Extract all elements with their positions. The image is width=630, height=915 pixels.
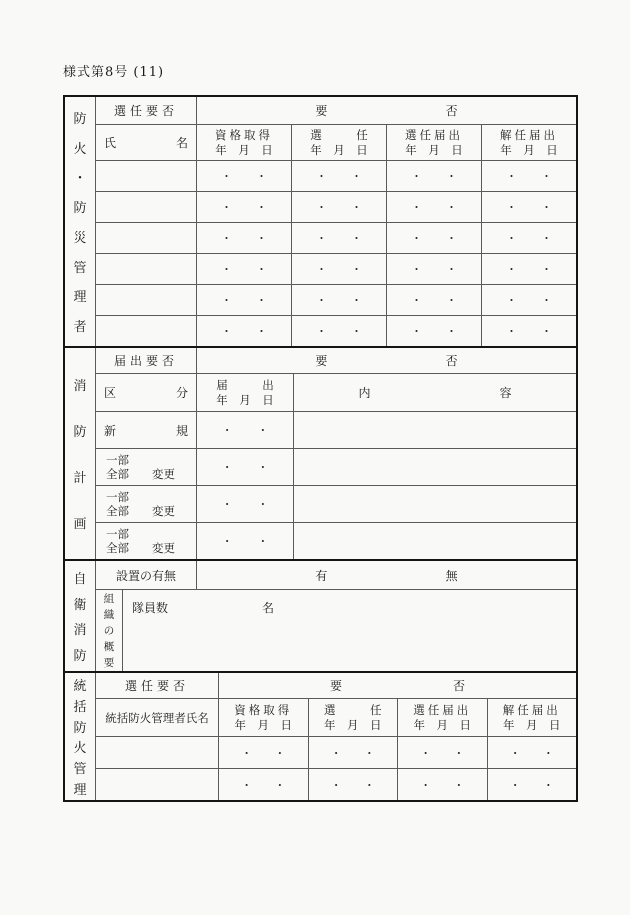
option-required[interactable]: 要 [315, 104, 328, 118]
plan-change-row [96, 522, 576, 559]
vertical-char: 防 [73, 649, 87, 665]
name-entry-cell[interactable] [96, 254, 196, 284]
notice-date-cell[interactable] [196, 449, 293, 485]
date-entry-cell[interactable] [481, 254, 576, 284]
members-count-label: 隊員数 [132, 601, 169, 615]
date-entry-cell[interactable] [291, 285, 386, 315]
date-dot: ・ [221, 201, 232, 214]
date-dot: ・ [541, 294, 552, 307]
vertical-char: ・ [73, 171, 87, 187]
appointment-date-header [291, 125, 386, 160]
date-entry-cell[interactable] [291, 316, 386, 346]
change-label-line: 一部 [106, 452, 129, 467]
vertical-char: 理 [73, 783, 87, 799]
plan-change-row [96, 485, 576, 522]
date-dot: ・ [330, 746, 342, 760]
date-dot: ・ [221, 294, 232, 307]
selection-required-label: 選任要否 [124, 679, 189, 693]
table-row [96, 160, 576, 191]
date-dot: ・ [351, 170, 362, 183]
date-entry-cell[interactable] [386, 223, 481, 253]
date-dot: ・ [446, 325, 457, 338]
date-dot: ・ [446, 294, 457, 307]
date-dot: ・ [541, 170, 552, 183]
table-row [96, 736, 576, 768]
selection-header-row [96, 97, 576, 124]
header-line: 届 出 [216, 377, 274, 392]
date-dot: ・ [316, 201, 327, 214]
fire-management-form-table [63, 95, 578, 802]
vertical-char: 織 [103, 609, 115, 621]
date-dot: ・ [411, 170, 422, 183]
date-entry-cell[interactable] [481, 192, 576, 222]
text-fragment: ・ [257, 461, 269, 474]
category-new-label: 新 規 [103, 423, 188, 438]
date-dot: ・ [506, 170, 517, 183]
date-dot: ・ [411, 201, 422, 214]
date-dot: ・ [541, 263, 552, 276]
appointment-date-header [308, 699, 398, 736]
date-dot: ・ [256, 325, 267, 338]
text-fragment: ・ [221, 535, 233, 548]
section-self-defense-fire [65, 559, 576, 671]
header-line: 年 月 日 [234, 717, 292, 732]
organization-outline-label [96, 590, 123, 671]
plan-new-row [96, 411, 576, 448]
column-header-row [96, 124, 576, 160]
date-dot: ・ [256, 294, 267, 307]
name-entry-cell[interactable] [96, 161, 196, 191]
date-dot: ・ [221, 263, 232, 276]
date-dot: ・ [411, 232, 422, 245]
header-line: 年 月 日 [216, 392, 274, 407]
side-label-fire-plan [65, 348, 96, 559]
date-dot: ・ [509, 746, 521, 760]
vertical-char: 防 [73, 201, 87, 217]
plan-change-row [96, 448, 576, 485]
date-entry-cell[interactable] [196, 223, 291, 253]
date-dot: ・ [351, 201, 362, 214]
content-cell[interactable] [293, 449, 576, 485]
date-dot: ・ [351, 263, 362, 276]
notice-date-header [196, 374, 293, 411]
vertical-char: 自 [73, 571, 87, 587]
date-dot: ・ [316, 294, 327, 307]
date-dot: ・ [351, 294, 362, 307]
change-label-line: 一部 [106, 526, 129, 541]
date-entry-cell[interactable] [291, 223, 386, 253]
name-entry-cell[interactable] [96, 285, 196, 315]
date-dot: ・ [221, 325, 232, 338]
organization-content-cell[interactable] [123, 590, 576, 671]
content-cell[interactable] [293, 412, 576, 448]
vertical-char: 管 [73, 762, 87, 778]
date-dot: ・ [446, 232, 457, 245]
vertical-char: 計 [73, 471, 87, 486]
header-line: 選 任 [310, 127, 368, 142]
date-entry-cell[interactable] [218, 737, 308, 768]
header-line: 年 月 日 [413, 717, 471, 732]
date-dot: ・ [506, 201, 517, 214]
date-dot: ・ [316, 263, 327, 276]
category-change-label [96, 523, 196, 559]
vertical-char: 消 [73, 623, 87, 639]
text-fragment: ・ [221, 461, 233, 474]
option-required[interactable]: 要 [329, 679, 342, 693]
side-label-fire-disaster-manager [65, 97, 96, 346]
date-dot: ・ [316, 170, 327, 183]
notice-date-cell[interactable] [196, 412, 293, 448]
date-entry-cell[interactable] [481, 223, 576, 253]
notice-date-cell[interactable] [196, 486, 293, 522]
date-dot: ・ [420, 778, 432, 792]
header-line: 年 月 日 [215, 142, 273, 157]
date-entry-cell[interactable] [196, 254, 291, 284]
date-dot: ・ [453, 746, 465, 760]
date-entry-cell[interactable] [481, 161, 576, 191]
date-dot: ・ [411, 325, 422, 338]
name-entry-cell[interactable] [96, 223, 196, 253]
change-label-line: 全部 変更 [106, 467, 175, 481]
date-dot: ・ [316, 232, 327, 245]
vertical-char: の [103, 625, 115, 637]
header-line: 選任届出 [405, 127, 463, 142]
section-fire-disaster-manager [65, 97, 576, 346]
text-fragment: 容 [499, 386, 512, 400]
date-dot: ・ [221, 170, 232, 183]
name-column-header: 氏 名 [103, 136, 188, 150]
vertical-char: 防 [73, 425, 87, 440]
date-entry-cell[interactable] [386, 285, 481, 315]
selection-header-row [96, 673, 576, 698]
side-label-general-fire-manager [65, 673, 96, 800]
date-entry-cell[interactable] [218, 769, 308, 800]
header-line: 解任届出 [500, 127, 558, 142]
table-row [96, 284, 576, 315]
header-line: 資格取得 [234, 702, 293, 717]
table-row [96, 768, 576, 800]
header-line: 年 月 日 [503, 717, 561, 732]
table-row [96, 222, 576, 253]
qualification-date-header [196, 125, 291, 160]
section-general-fire-manager [65, 671, 576, 800]
name-entry-cell[interactable] [96, 316, 196, 346]
change-label-line: 一部 [106, 489, 129, 504]
page-title: 様式第8号 (11) [63, 65, 165, 80]
dismissal-notice-date-header [481, 125, 576, 160]
date-entry-cell[interactable] [487, 737, 577, 768]
vertical-char: 括 [73, 699, 87, 715]
date-entry-cell[interactable] [196, 192, 291, 222]
name-entry-cell[interactable] [96, 192, 196, 222]
vertical-char: 要 [103, 657, 115, 669]
column-header-row [96, 698, 576, 736]
notification-choice-cell [196, 348, 576, 373]
date-dot: ・ [256, 170, 267, 183]
date-dot: ・ [506, 294, 517, 307]
date-dot: ・ [256, 263, 267, 276]
option-present[interactable]: 有 [315, 568, 328, 583]
date-dot: ・ [274, 778, 286, 792]
appointment-notice-date-header [397, 699, 487, 736]
date-dot: ・ [256, 232, 267, 245]
vertical-char: 防 [73, 111, 87, 127]
date-dot: ・ [241, 746, 253, 760]
vertical-char: 画 [73, 517, 87, 532]
date-entry-cell[interactable] [386, 316, 481, 346]
date-entry-cell[interactable] [308, 737, 398, 768]
option-absent[interactable]: 無 [445, 568, 458, 583]
vertical-char: 組 [103, 593, 115, 605]
date-dot: ・ [316, 325, 327, 338]
option-not-required[interactable]: 否 [452, 679, 465, 693]
text-fragment: ・ [257, 535, 269, 548]
date-entry-cell[interactable] [386, 254, 481, 284]
selection-required-label: 選任要否 [113, 104, 178, 118]
dismissal-notice-date-header [487, 699, 577, 736]
date-dot: ・ [363, 778, 375, 792]
option-required[interactable]: 要 [315, 354, 328, 368]
date-entry-cell[interactable] [397, 737, 487, 768]
content-cell[interactable] [293, 523, 576, 559]
date-entry-cell[interactable] [291, 192, 386, 222]
header-line: 年 月 日 [405, 142, 463, 157]
header-line: 選任届出 [413, 702, 472, 717]
content-column-header [293, 374, 576, 411]
members-unit-label: 名 [262, 601, 275, 615]
installation-label: 設置の有無 [115, 568, 176, 583]
option-not-required[interactable]: 否 [445, 104, 458, 118]
category-change-label [96, 449, 196, 485]
vertical-char: 者 [73, 320, 87, 336]
date-entry-cell[interactable] [397, 769, 487, 800]
name-entry-cell[interactable] [96, 737, 218, 768]
change-label-line: 全部 変更 [106, 504, 175, 518]
date-dot: ・ [420, 746, 432, 760]
date-entry-cell[interactable] [291, 254, 386, 284]
date-entry-cell[interactable] [386, 192, 481, 222]
vertical-char: 火 [73, 741, 87, 757]
date-entry-cell[interactable] [196, 316, 291, 346]
content-cell[interactable] [293, 486, 576, 522]
vertical-char: 火 [73, 141, 87, 157]
plan-column-header-row [96, 373, 576, 411]
notification-required-label: 届出要否 [113, 354, 178, 368]
date-entry-cell[interactable] [308, 769, 398, 800]
header-line: 選 任 [324, 702, 382, 717]
date-dot: ・ [541, 325, 552, 338]
text-fragment: 内 [358, 386, 371, 400]
side-label-self-defense-fire [65, 561, 96, 671]
date-dot: ・ [506, 325, 517, 338]
date-dot: ・ [411, 263, 422, 276]
header-line: 解任届出 [502, 702, 561, 717]
date-entry-cell[interactable] [481, 285, 576, 315]
vertical-char: 理 [73, 290, 87, 306]
date-dot: ・ [542, 778, 554, 792]
date-dot: ・ [221, 232, 232, 245]
header-line: 年 月 日 [324, 717, 382, 732]
date-dot: ・ [274, 746, 286, 760]
date-entry-cell[interactable] [487, 769, 577, 800]
general-manager-entry-rows [96, 736, 576, 800]
table-row [96, 191, 576, 222]
vertical-char: 統 [73, 678, 87, 694]
organization-row [96, 589, 576, 671]
date-entry-cell[interactable] [386, 161, 481, 191]
table-row [96, 253, 576, 284]
date-entry-cell[interactable] [196, 161, 291, 191]
vertical-char: 災 [73, 230, 87, 246]
change-label-line: 全部 変更 [106, 541, 175, 555]
header-line: 年 月 日 [500, 142, 558, 157]
table-row [96, 315, 576, 346]
date-dot: ・ [351, 232, 362, 245]
date-dot: ・ [256, 201, 267, 214]
date-dot: ・ [446, 263, 457, 276]
qualification-date-header [218, 699, 308, 736]
vertical-char: 消 [73, 379, 87, 394]
text-fragment: ・ [257, 498, 269, 511]
date-dot: ・ [363, 746, 375, 760]
selection-choice-cell [196, 97, 576, 124]
notice-date-cell[interactable] [196, 523, 293, 559]
date-dot: ・ [411, 294, 422, 307]
date-dot: ・ [541, 201, 552, 214]
vertical-char: 概 [103, 641, 115, 653]
header-line: 資格取得 [215, 127, 273, 142]
date-dot: ・ [241, 778, 253, 792]
manager-entry-rows [96, 160, 576, 346]
header-line: 年 月 日 [310, 142, 368, 157]
date-dot: ・ [506, 263, 517, 276]
text-fragment: ・ [221, 498, 233, 511]
installation-choice-cell [196, 561, 576, 589]
date-entry-cell[interactable] [291, 161, 386, 191]
vertical-char: 防 [73, 720, 87, 736]
appointment-notice-date-header [386, 125, 481, 160]
date-dot: ・ [330, 778, 342, 792]
vertical-char: 衛 [73, 597, 87, 613]
text-fragment: ・ [257, 424, 269, 437]
date-dot: ・ [446, 170, 457, 183]
date-dot: ・ [542, 746, 554, 760]
date-dot: ・ [541, 232, 552, 245]
date-dot: ・ [509, 778, 521, 792]
general-manager-name-header: 統括防火管理者氏名 [105, 710, 209, 725]
category-change-label [96, 486, 196, 522]
name-entry-cell[interactable] [96, 769, 218, 800]
date-entry-cell[interactable] [196, 285, 291, 315]
installation-row [96, 561, 576, 589]
date-dot: ・ [453, 778, 465, 792]
notification-header-row [96, 348, 576, 373]
vertical-char: 管 [73, 260, 87, 276]
selection-choice-cell [218, 673, 576, 698]
category-column-header: 区 分 [103, 386, 188, 400]
date-dot: ・ [351, 325, 362, 338]
date-dot: ・ [446, 201, 457, 214]
section-fire-plan [65, 346, 576, 559]
option-not-required[interactable]: 否 [445, 354, 458, 368]
date-entry-cell[interactable] [481, 316, 576, 346]
text-fragment: ・ [221, 424, 233, 437]
date-dot: ・ [506, 232, 517, 245]
